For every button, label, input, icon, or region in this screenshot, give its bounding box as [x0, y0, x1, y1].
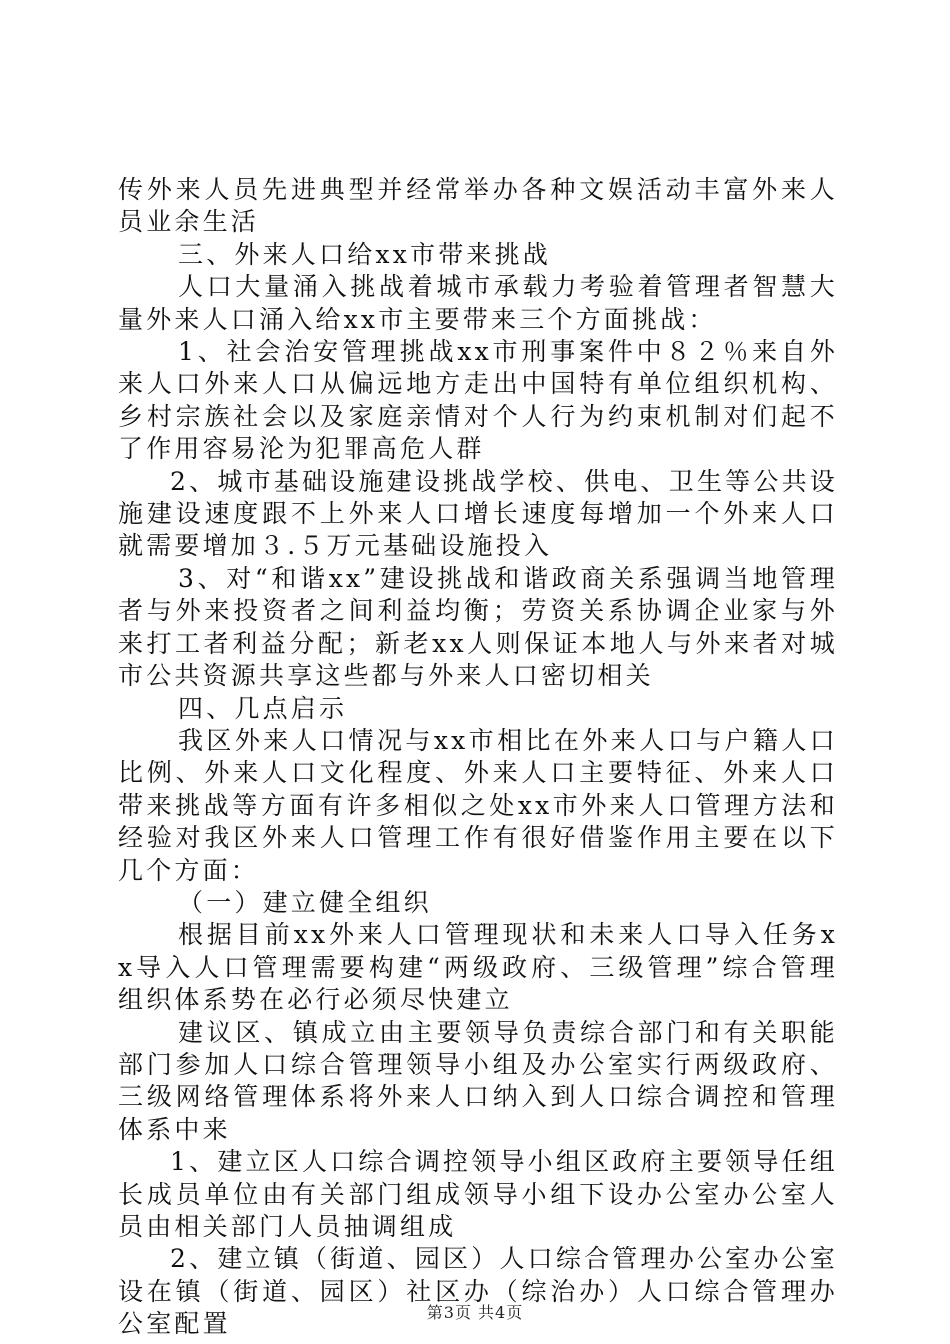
paragraph-3: 1、社会治安管理挑战xx市刑事案件中８２％来自外来人口外来人口从偏远地方走出中国特有单位组织机构、乡村宗族社会以及家庭亲情对个人行为约束机制对们起不了作用容易沦为犯罪高危人群	[118, 337, 838, 464]
paragraph-6: 我区外来人口情况与xx市相比在外来人口与户籍人口比例、外来人口文化程度、外来人口主要特征、外来人口带来挑战等方面有许多相似之处xx市外来人口管理方法和经验对我区外来人口管理工作有很好借鉴作用主要在以下几个方面：	[118, 725, 838, 885]
paragraph-4: 2、城市基础设施建设挑战学校、供电、卫生等公共设施建设速度跟不上外来人口增长速度每增加一个外来人口就需要增加３.５万元基础设施投入	[118, 466, 838, 561]
paragraph-10: 2、建立镇（街道、园区）人口综合管理办公室办公室设在镇（街道、园区）社区办（综治办）人口综合管理办公室配置	[118, 1244, 838, 1339]
section-heading-3: 三、外来人口给xx市带来挑战	[178, 239, 551, 269]
page-number: 第3页 共4页	[426, 1303, 524, 1322]
paragraph-2: 人口大量涌入挑战着城市承载力考验着管理者智慧大量外来人口涌入给xx市主要带来三个方面挑战：	[118, 272, 838, 334]
section-heading-4: 四、几点启示	[178, 693, 348, 723]
document-body	[118, 174, 838, 1341]
paragraph-9: 1、建立区人口综合调控领导小组区政府主要领导任组长成员单位由有关部门组成领导小组下设办公室办公室人员由相关部门人员抽调组成	[118, 1147, 838, 1241]
paragraph-8: 建议区、镇成立由主要领导负责综合部门和有关职能部门参加人口综合管理领导小组及办公室实行两级政府、三级网络管理体系将外来人口纳入到人口综合调控和管理体系中来	[118, 1017, 838, 1144]
page-footer	[0, 1300, 950, 1323]
paragraph-7: 根据目前xx外来人口管理现状和未来人口导入任务xx导入人口管理需要构建“两级政府、三级管理”综合管理组织体系势在必行必须尽快建立	[118, 920, 838, 1015]
subsection-heading-1: （一）建立健全组织	[178, 887, 432, 917]
paragraph-5: 3、对“和谐xx”建设挑战和谐政商关系强调当地管理者与外来投资者之间利益均衡；劳资关系协调企业家与外来打工者利益分配；新老xx人则保证本地人与外来者对城市公共资源共享这些都与外来人口密切相关	[118, 563, 838, 691]
paragraph-1: 传外来人员先进典型并经常举办各种文娱活动丰富外来人员业余生活	[118, 175, 838, 237]
